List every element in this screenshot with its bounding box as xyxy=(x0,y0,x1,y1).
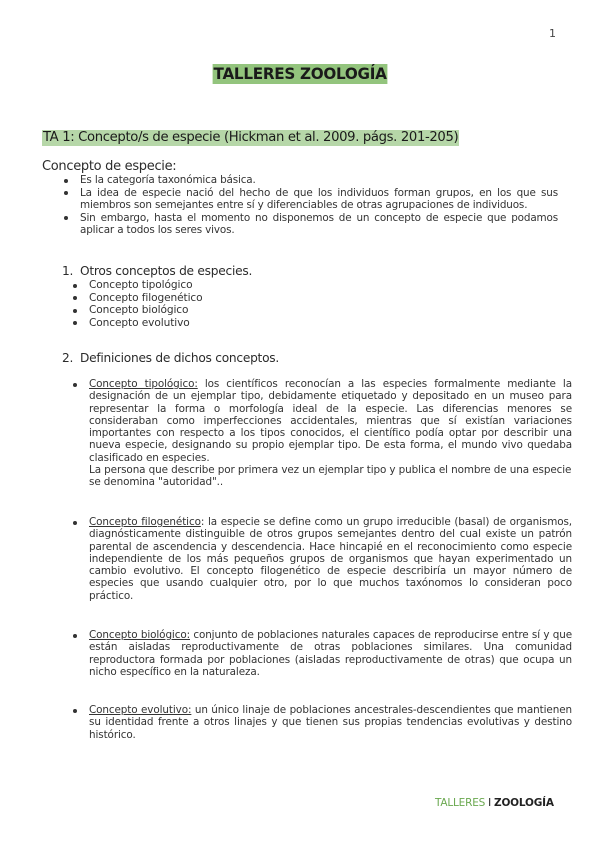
numbered-heading-other-concepts xyxy=(62,264,252,278)
definition-biologico xyxy=(73,629,572,678)
list-number: 1. xyxy=(62,264,74,278)
document-title: TALLERES ZOOLOGÍA xyxy=(213,64,387,83)
list-number: 2. xyxy=(62,351,74,365)
definition-filogenetico xyxy=(73,516,572,602)
bullet-item: Es la categoría taxonómica básica. xyxy=(64,174,558,187)
footer-right: ZOOLOGÍA xyxy=(494,797,554,809)
definition-term: Concepto tipológico: xyxy=(89,378,198,390)
footer-left: TALLERES xyxy=(435,797,486,809)
concept-item-evolutivo: Concepto evolutivo xyxy=(73,317,203,330)
bullet-item: Sin embargo, hasta el momento no disponemos de un concepto de especie que podamos aplicar a todos los seres vivos. xyxy=(64,212,558,237)
page-number: 1 xyxy=(549,27,556,40)
definition-text: un único linaje de poblaciones ancestrales-descendientes que mantienen su identidad frente a otros linajes y que tienen sus propias tendencias evolutivas y destino histórico. xyxy=(89,704,572,741)
definition-text: los científicos reconocían a las especies formalmente mediante la designación de un ejemplar tipo, debidamente etiquetado y depositado en un museo para representar la forma o morfología ideal de la especie. Las diferencias menores se consideraban como imperfecciones accidentales, mientras que sí existían variaciones importantes con respecto a los tipos conocidos, el científico podía optar por describir una nueva especie, designando su propio ejemplar tipo. De esta forma, el mundo vivo quedaba clasificado en especies. xyxy=(89,378,572,464)
definition-text: conjunto de poblaciones naturales capaces de reproducirse entre sí y que están aisladas reproductivamente de otras poblaciones similares. Una comunidad reproductora formada por poblaciones (aisladas reproductivamente de otras) que ocupa un nicho específico en la naturaleza. xyxy=(89,629,572,678)
definition-term: Concepto filogenético xyxy=(89,516,201,528)
definition-tipologico xyxy=(73,378,572,489)
footer-separator: I xyxy=(488,797,492,809)
numbered-heading-label: Otros conceptos de especies. xyxy=(80,264,253,278)
page-footer xyxy=(435,797,554,809)
concept-item-filogenetico: Concepto filogenético xyxy=(73,292,203,305)
definition-extra: La persona que describe por primera vez un ejemplar tipo y publica el nombre de una especie se denomina "autoridad".. xyxy=(89,464,572,489)
definition-text: : la especie se define como un grupo irreducible (basal) de organismos, diagnósticamente distinguible de otros grupos semejantes dentro del cual existe un patrón parental de ascendencia y descendencia. Hace hincapié en el reconocimiento como especie independiente de los más pequeños grupos de organismos que hayan experimentado un cambio evolutivo. El concepto filogenético de especie describiría un mayor número de especies que usando cualquier otro, por lo que muchos taxónomos lo consideran poco práctico. xyxy=(89,516,572,602)
numbered-heading-definitions xyxy=(62,351,279,365)
definition-evolutivo xyxy=(73,704,572,741)
concept-bullet-list xyxy=(64,174,558,237)
concept-heading: Concepto de especie: xyxy=(42,159,177,174)
definition-term: Concepto evolutivo: xyxy=(89,704,192,716)
section-heading: TA 1: Concepto/s de especie (Hickman et al. 2009. págs. 201-205) xyxy=(43,130,459,145)
bullet-item: La idea de especie nació del hecho de que los individuos forman grupos, en los que sus miembros son semejantes entre sí y diferenciables de otras agrupaciones de individuos. xyxy=(64,187,558,212)
other-concepts-list xyxy=(73,279,203,329)
title-container xyxy=(0,64,600,84)
concept-item-tipologico: Concepto tipológico xyxy=(73,279,203,292)
concept-item-biologico: Concepto biológico xyxy=(73,304,203,317)
numbered-heading-label: Definiciones de dichos conceptos. xyxy=(80,351,280,365)
definition-term: Concepto biológico: xyxy=(89,629,190,641)
